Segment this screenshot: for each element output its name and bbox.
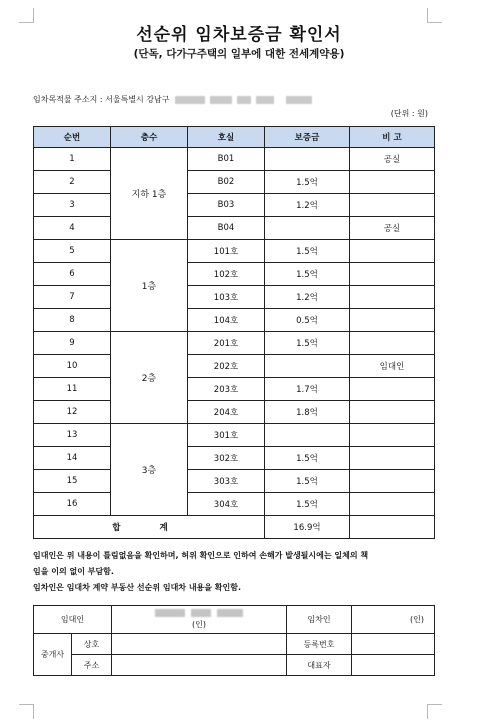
deposit-amount (265, 148, 350, 171)
table-row (34, 286, 435, 309)
lessee-seal[interactable]: (인) (352, 606, 435, 634)
room-number: 303호 (188, 470, 265, 493)
redacted-block (237, 96, 251, 104)
signature-table (33, 605, 435, 676)
room-number: 301호 (188, 424, 265, 447)
note-line: 임차인은 임대차 계약 부동산 선순위 임대차 내용을 확인함. (33, 583, 242, 592)
redacted-block (210, 96, 232, 104)
crop-mark-bottom-right (427, 704, 442, 719)
table-row (34, 217, 435, 240)
table-row (34, 240, 435, 263)
floor-label: 지하 1층 (111, 148, 188, 240)
deposit-amount: 1.7억 (265, 378, 350, 401)
row-number: 7 (34, 286, 111, 309)
deposit-amount: 1.5억 (265, 493, 350, 516)
table-body (34, 148, 435, 516)
total-row (34, 516, 435, 539)
row-number: 10 (34, 355, 111, 378)
room-number: 204호 (188, 401, 265, 424)
table-row (34, 470, 435, 493)
table-row (34, 355, 435, 378)
table-row (34, 493, 435, 516)
floor-label: 3층 (111, 424, 188, 516)
redacted-block (256, 96, 274, 104)
remark (350, 378, 435, 401)
room-number: 103호 (188, 286, 265, 309)
table-row (34, 148, 435, 171)
deposit-amount: 1.5억 (265, 332, 350, 355)
deposit-amount: 1.5억 (265, 240, 350, 263)
remark: 임대인 (350, 355, 435, 378)
floor-label: 2층 (111, 332, 188, 424)
row-number: 3 (34, 194, 111, 217)
unit-label: (단위 : 원) (390, 109, 428, 118)
room-number: 302호 (188, 447, 265, 470)
lessor-label: 임대인 (34, 606, 112, 634)
document-subtitle: (단독, 다가구주택의 일부에 대한 전세계약용) (133, 48, 345, 60)
redacted-block (175, 96, 205, 104)
header-deposit: 보증금 (265, 127, 350, 148)
room-number: B04 (188, 217, 265, 240)
representative-field[interactable] (352, 655, 435, 676)
deposit-amount: 0.5억 (265, 309, 350, 332)
room-number: 104호 (188, 309, 265, 332)
row-number: 5 (34, 240, 111, 263)
room-number: 102호 (188, 263, 265, 286)
row-number: 4 (34, 217, 111, 240)
representative-label: 대표자 (287, 655, 352, 676)
header-note: 비 고 (350, 127, 435, 148)
redacted-block (286, 96, 312, 104)
row-number: 15 (34, 470, 111, 493)
deposit-table (33, 126, 435, 539)
lessor-row (34, 606, 435, 634)
deposit-amount (265, 355, 350, 378)
note-line: 임대인은 위 내용이 틀림없음을 확인하며, 허위 확인으로 인하여 손해가 발생될시에는 일체의 책 (33, 551, 369, 560)
row-number: 9 (34, 332, 111, 355)
broker-trade-row (34, 634, 435, 655)
address-label: 임차목적물 주소지 : 서울특별시 강남구 (33, 95, 170, 104)
row-number: 2 (34, 171, 111, 194)
header-floor: 층수 (111, 127, 188, 148)
room-number: B02 (188, 171, 265, 194)
deposit-amount (265, 424, 350, 447)
document-title: 선순위 임차보증금 확인서 (136, 25, 342, 45)
deposit-amount: 1.5억 (265, 171, 350, 194)
broker-address-field[interactable] (112, 655, 287, 676)
room-number: 202호 (188, 355, 265, 378)
note-line: 임을 이의 없이 부담함. (33, 567, 114, 576)
remark: 공실 (350, 217, 435, 240)
remark (350, 286, 435, 309)
deposit-amount: 1.5억 (265, 447, 350, 470)
trade-name-label: 상호 (72, 634, 112, 655)
row-number: 12 (34, 401, 111, 424)
table-row (34, 378, 435, 401)
header-room: 호실 (188, 127, 265, 148)
total-value: 16.9억 (265, 516, 350, 539)
room-number: 203호 (188, 378, 265, 401)
property-address (33, 94, 312, 105)
room-number: 304호 (188, 493, 265, 516)
deposit-amount (265, 217, 350, 240)
row-number: 6 (34, 263, 111, 286)
table-row (34, 447, 435, 470)
floor-label: 1층 (111, 240, 188, 332)
header-no: 순번 (34, 127, 111, 148)
remark (350, 194, 435, 217)
trade-name-field[interactable] (112, 634, 287, 655)
row-number: 13 (34, 424, 111, 447)
lessor-seal: (인) (192, 620, 206, 629)
table-row (34, 171, 435, 194)
room-number: 201호 (188, 332, 265, 355)
broker-label: 중개사 (34, 634, 72, 676)
table-row (34, 424, 435, 447)
table-row (34, 332, 435, 355)
deposit-amount: 1.5억 (265, 263, 350, 286)
table-header-row (34, 127, 435, 148)
remark (350, 171, 435, 194)
remark (350, 424, 435, 447)
lessor-name-cell[interactable] (112, 606, 287, 634)
remark (350, 447, 435, 470)
row-number: 16 (34, 493, 111, 516)
table-row (34, 194, 435, 217)
deposit-amount: 1.5억 (265, 470, 350, 493)
table-row (34, 401, 435, 424)
table-row (34, 309, 435, 332)
row-number: 8 (34, 309, 111, 332)
room-number: B01 (188, 148, 265, 171)
reg-no-field[interactable] (352, 634, 435, 655)
row-number: 14 (34, 447, 111, 470)
total-label: 합 계 (34, 516, 265, 539)
remark (350, 332, 435, 355)
remark (350, 263, 435, 286)
room-number: 101호 (188, 240, 265, 263)
remark (350, 309, 435, 332)
room-number: B03 (188, 194, 265, 217)
total-note (350, 516, 435, 539)
remark: 공실 (350, 148, 435, 171)
reg-no-label: 등록번호 (287, 634, 352, 655)
deposit-amount: 1.8억 (265, 401, 350, 424)
remark (350, 493, 435, 516)
deposit-amount: 1.2억 (265, 194, 350, 217)
broker-address-row (34, 655, 435, 676)
row-number: 11 (34, 378, 111, 401)
deposit-amount: 1.2억 (265, 286, 350, 309)
remark (350, 401, 435, 424)
table-row (34, 263, 435, 286)
remark (350, 470, 435, 493)
lessee-label: 임차인 (287, 606, 352, 634)
remark (350, 240, 435, 263)
redacted-name (112, 609, 286, 617)
broker-address-label: 주소 (72, 655, 112, 676)
confirmation-notes (33, 548, 443, 596)
crop-mark-bottom-left (19, 704, 34, 719)
row-number: 1 (34, 148, 111, 171)
